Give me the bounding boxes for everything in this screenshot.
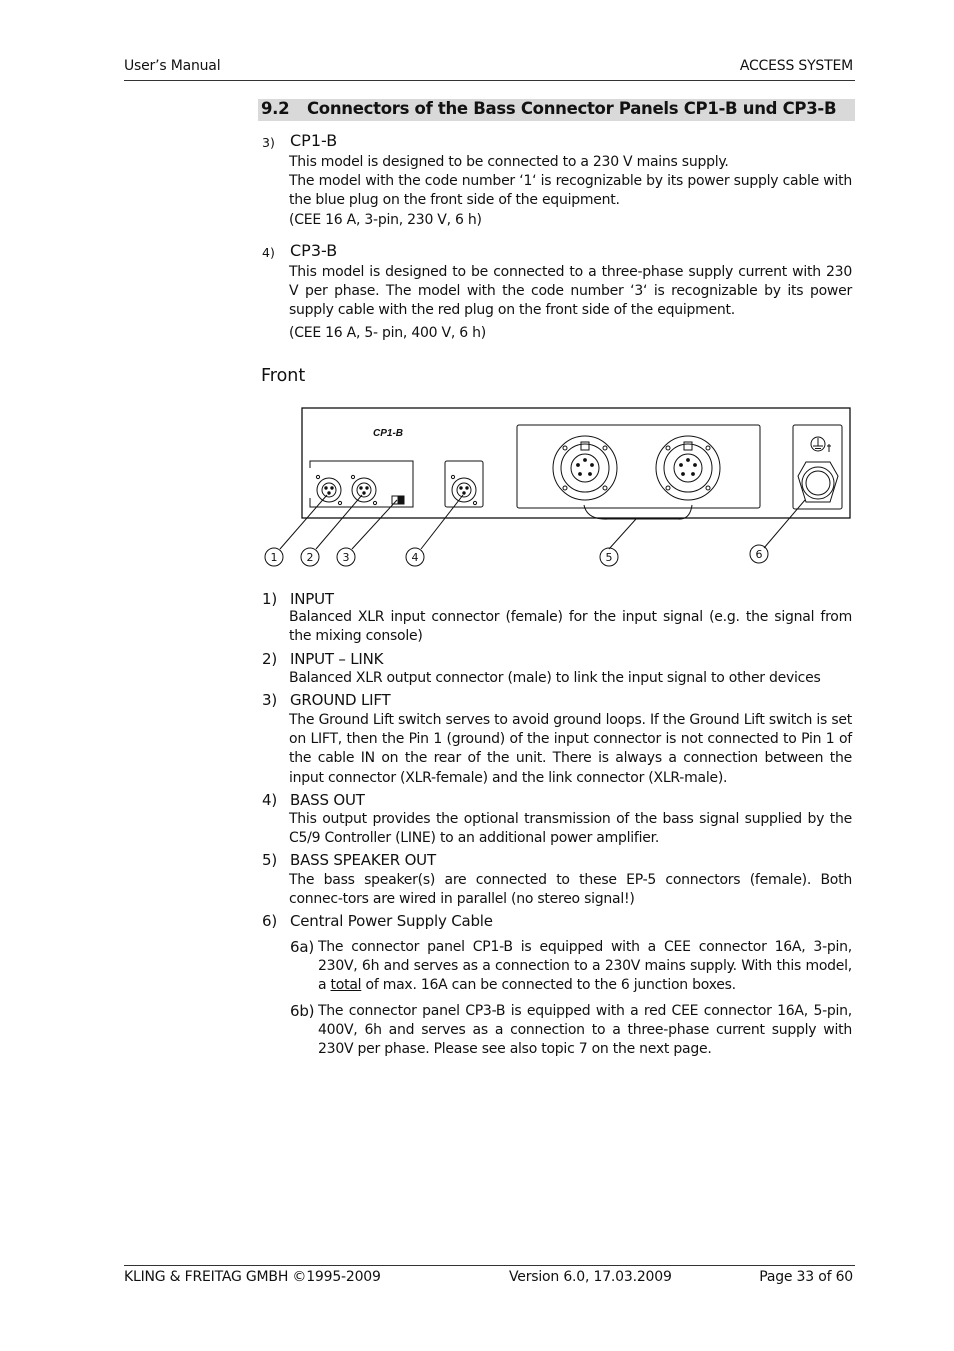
footer-rule	[124, 1265, 855, 1266]
model-number: 3)	[262, 135, 275, 150]
section-title: Connectors of the Bass Connector Panels CP1-B und CP3-B	[307, 99, 837, 118]
item-text: Balanced XLR input connector (female) for the input signal (e.g. the signal from the mixing console)	[289, 609, 852, 645]
ep5-connector-left	[553, 436, 617, 500]
item-title: BASS OUT	[290, 791, 365, 809]
footer-left: KLING & FREITAG GMBH ©1995-2009	[124, 1269, 381, 1285]
item-title: BASS SPEAKER OUT	[290, 851, 436, 869]
bass-out-frame	[445, 461, 483, 507]
model-description-line: The model with the code number ‘1‘ is recognizable by its power supply cable with the blue plug on the front side of the equipment.	[289, 173, 852, 209]
model-spec: (CEE 16 A, 3-pin, 230 V, 6 h)	[289, 211, 482, 228]
header-right: ACCESS SYSTEM	[739, 58, 853, 74]
ground-symbol-icon	[811, 437, 831, 452]
item-text: Balanced XLR output connector (male) to link the input signal to other devices	[289, 670, 821, 686]
power-cable-gland-icon	[798, 462, 838, 502]
item-number: 1)	[262, 590, 277, 608]
section-number: 9.2	[261, 99, 290, 118]
subitem-text-part: of max. 16A can be connected to the 6 junction boxes.	[361, 977, 736, 994]
item-number: 6)	[262, 912, 277, 930]
ep5-connector-right	[656, 436, 720, 500]
callout-label: 5	[605, 551, 613, 564]
subitem-text: The connector panel CP3-B is equipped with a red CEE connector 16A, 5-pin, 400V, 6h and serves as a connection to a three-phase current supply with 230V per phase. Please see also topic 7 on the next page.	[318, 1003, 852, 1058]
subitem-number: 6a)	[290, 938, 314, 956]
item-title: INPUT – LINK	[290, 650, 384, 668]
header-rule	[124, 80, 855, 81]
item-number: 3)	[262, 691, 277, 709]
item-text: This output provides the optional transmission of the bass signal supplied by the C5/9 Controller (LINE) to an additional power amplifier.	[289, 811, 852, 847]
header-left: User’s Manual	[124, 58, 221, 74]
item-title: Central Power Supply Cable	[290, 912, 493, 930]
model-number: 4)	[262, 245, 275, 260]
xlr-input-connector	[316, 475, 341, 504]
callout-leader-lines	[280, 495, 805, 549]
subitem-text-part: The connector panel CP1-B is equipped with a CEE connector 16A, 3-pin, 230V, 6h and serves as a connection to a 230V mains supply. With this model, a	[318, 939, 852, 994]
xlr-bass-out-connector	[451, 475, 476, 504]
model-description: This model is designed to be connected to a three-phase supply current with 230 V per phase. The model with the code number ‘3‘ is recognizable by its power supply cable with the red plug on the front side of the equipment.	[289, 264, 852, 319]
panel-label: CP1-B	[373, 428, 404, 439]
callout-label: 3	[342, 551, 350, 564]
callout-label: 4	[411, 551, 419, 564]
model-description-line: This model is designed to be connected to a 230 V mains supply.	[289, 154, 729, 170]
subitem-underlined-word: total	[330, 977, 362, 994]
model-spec: (CEE 16 A, 5- pin, 400 V, 6 h)	[289, 325, 486, 341]
item-text: The Ground Lift switch serves to avoid ground loops. If the Ground Lift switch is set on LIFT, then the Pin 1 (ground) of the input connector is not connected to Pin 1 of the cable IN on the rear of the unit. There is always a connection between the input connector (XLR-female) and the link connector (XLR-male).	[289, 712, 852, 786]
subitem-text	[318, 938, 852, 996]
item-title: GROUND LIFT	[290, 691, 391, 709]
subitem-number: 6b)	[290, 1002, 315, 1020]
item-text: The bass speaker(s) are connected to these EP-5 connectors (female). Both connec-tors are wired in parallel (no stereo signal!)	[289, 872, 852, 908]
model-name: CP3-B	[290, 241, 338, 260]
item-number: 2)	[262, 650, 277, 668]
model-description	[289, 153, 852, 230]
callout-label: 6	[755, 548, 763, 561]
xlr-link-connector	[351, 475, 376, 504]
model-name: CP1-B	[290, 131, 338, 150]
item-number: 4)	[262, 791, 277, 809]
front-panel-diagram	[258, 400, 858, 580]
speaker-bracket	[584, 505, 692, 519]
item-title: INPUT	[290, 590, 334, 608]
front-label: Front	[261, 366, 306, 386]
item-number: 5)	[262, 851, 277, 869]
footer-right: Page 33 of 60	[759, 1269, 853, 1285]
callout-label: 1	[270, 551, 278, 564]
footer-center: Version 6.0, 17.03.2009	[509, 1269, 672, 1285]
callout-label: 2	[306, 551, 314, 564]
callout-circles	[265, 545, 768, 566]
